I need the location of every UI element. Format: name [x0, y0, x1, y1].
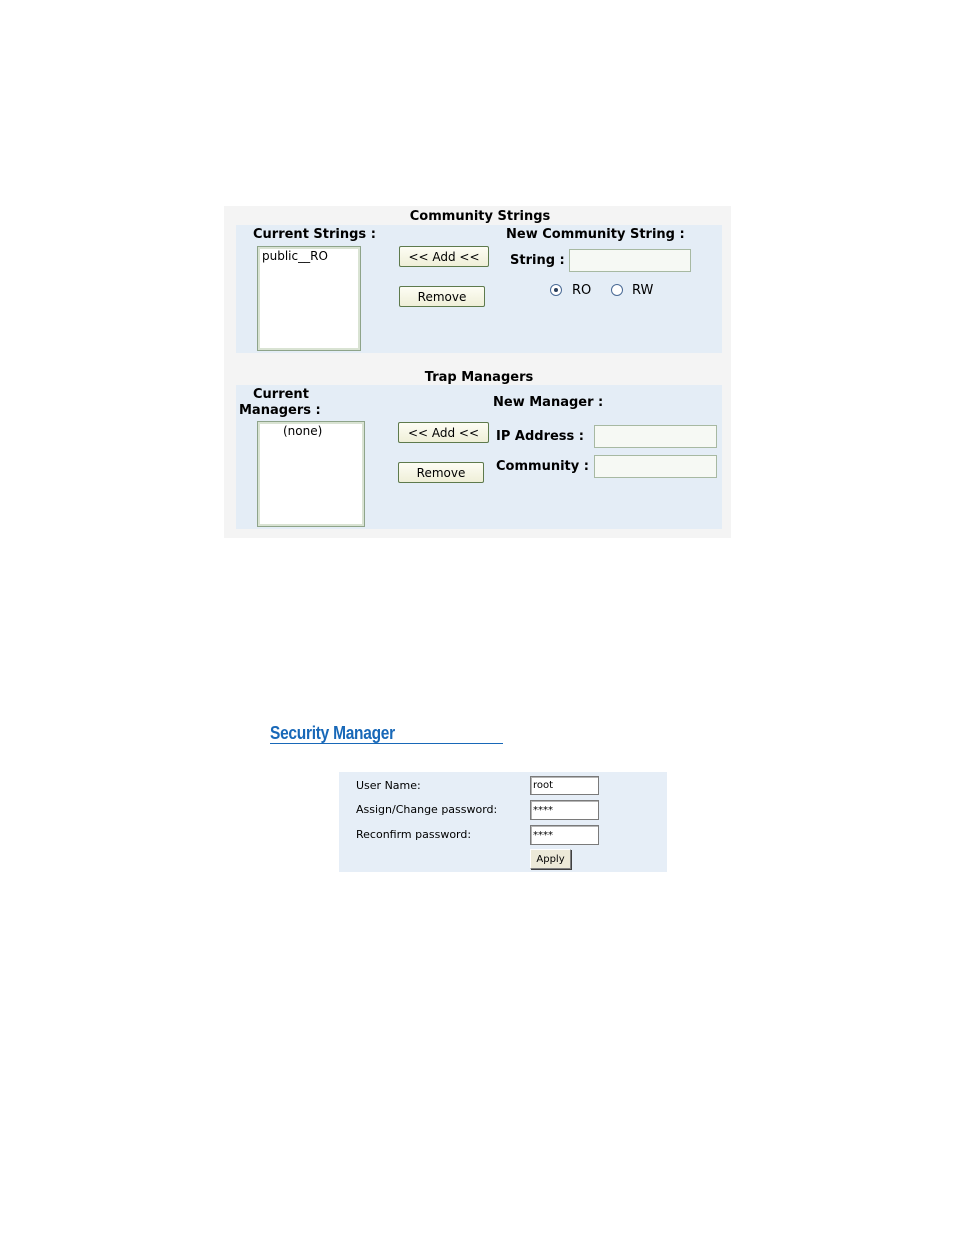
new-community-string-label: New Community String : [506, 227, 685, 242]
current-managers-label-line2: Managers : [239, 403, 321, 418]
add-manager-button[interactable]: << Add << [398, 422, 489, 443]
remove-string-button[interactable]: Remove [399, 286, 485, 307]
current-strings-label: Current Strings : [253, 227, 376, 242]
password-label: Assign/Change password: [356, 803, 498, 816]
list-item[interactable]: public__RO [262, 249, 328, 263]
ip-address-input[interactable] [594, 425, 717, 448]
community-input[interactable] [594, 455, 717, 478]
security-manager-title: Security Manager [270, 723, 395, 743]
rw-radio[interactable] [611, 284, 623, 296]
username-label: User Name: [356, 779, 421, 792]
string-label: String : [510, 253, 565, 268]
string-input[interactable] [569, 249, 691, 272]
add-string-button[interactable]: << Add << [399, 246, 489, 267]
new-manager-label: New Manager : [493, 395, 604, 410]
current-managers-listbox[interactable] [257, 421, 365, 527]
security-manager-underline [270, 743, 503, 744]
username-input[interactable] [530, 776, 599, 795]
current-strings-listbox[interactable] [257, 246, 361, 351]
remove-manager-button[interactable]: Remove [398, 462, 484, 483]
ro-radio-label: RO [572, 283, 592, 298]
apply-button[interactable]: Apply [530, 849, 571, 869]
trap-managers-title: Trap Managers [424, 370, 534, 385]
community-label: Community : [496, 459, 589, 474]
current-managers-label-line1: Current [253, 387, 309, 402]
ro-radio[interactable] [550, 284, 562, 296]
password-input[interactable] [530, 800, 599, 820]
community-strings-title: Community Strings [409, 209, 551, 224]
rw-radio-label: RW [632, 283, 654, 298]
list-item[interactable]: (none) [283, 424, 323, 438]
reconfirm-label: Reconfirm password: [356, 828, 472, 841]
reconfirm-input[interactable] [530, 825, 599, 845]
ip-address-label: IP Address : [496, 429, 584, 444]
